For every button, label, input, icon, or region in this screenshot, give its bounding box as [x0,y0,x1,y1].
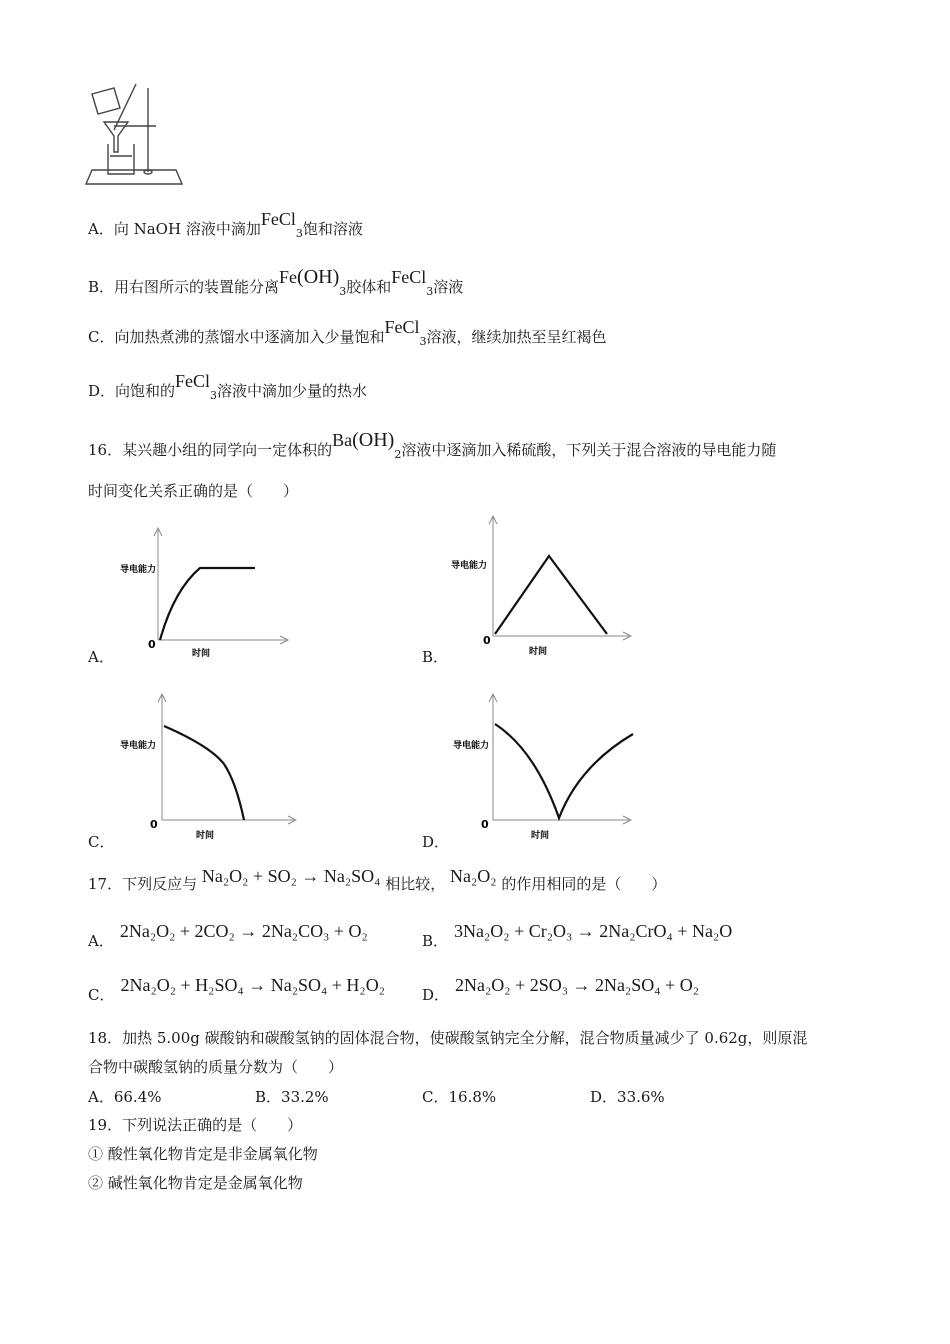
q16-graph-a-label: A． [88,648,114,666]
q17-option-a: A． 2Na₂O₂ + 2CO₂ → 2Na₂CO₃ + O₂ [88,921,368,950]
q16-graph-a [110,520,290,665]
q16-graph-b-label: B． [422,648,449,666]
q18-option-a: A．66.4% [88,1088,162,1106]
q17-option-c: C． 2Na₂O₂ + H₂SO₄ → Na₂SO₄ + H₂O₂ [88,975,385,1004]
q16-graph-d [445,690,640,845]
q16-graph-a-origin: 0 [148,638,156,651]
filtration-apparatus-figure [84,80,184,190]
q17-option-b: B． 3Na₂O₂ + Cr₂O₃ → 2Na₂CrO₄ + Na₂O [422,921,733,950]
q19-statement-2: ② 碱性氧化物肯定是金属氧化物 [88,1174,303,1192]
q15-option-a: A．向 NaOH 溶液中滴加FeCl$_3$饱和溶液 [88,209,363,240]
q19-stem: 19．下列说法正确的是（ ） [88,1116,303,1134]
q16-graph-a-curve [160,568,255,640]
q16-stem-line2: 时间变化关系正确的是（ ） [88,482,299,500]
q16-graph-d-curve [495,724,633,818]
q16-graph-b-origin: 0 [483,634,491,647]
q16-graph-b [445,512,635,662]
q16-graph-b-xlabel: 时间 [529,647,548,657]
q15-option-d: D．向饱和的FeCl$_3$溶液中滴加少量的热水 [88,371,368,402]
q16-graph-c-origin: 0 [150,818,158,831]
q16-graph-d-origin: 0 [481,818,489,831]
q15-option-c: C．向加热煮沸的蒸馏水中逐滴加入少量饱和FeCl$_3$溶液，继续加热至呈红褐色 [88,317,607,348]
q16-graph-c-xlabel: 时间 [196,831,215,841]
q16-graph-c-label: C． [88,833,115,851]
q16-graph-b-ylabel: 导电能力 [451,561,488,571]
q17-compound: Na₂O₂ [449,866,497,886]
q16-graph-a-ylabel: 导电能力 [120,565,157,575]
q18-option-c: C．16.8% [422,1088,497,1106]
q18-stem-line1: 18．加热 5.00g 碳酸钠和碳酸氢钠的固体混合物，使碳酸氢钠完全分解，混合物质量减少了 0.62g，则原混 [88,1029,808,1047]
q16-graph-d-xlabel: 时间 [531,831,550,841]
q16-graph-c-ylabel: 导电能力 [120,741,157,751]
q16-graph-a-xlabel: 时间 [192,649,211,659]
q17-stem: 17．下列反应与 Na₂O₂ + SO₂ → Na₂SO₄ 相比较， Na₂O₂ 的作用相同的是（ ） [88,866,667,893]
q16-graph-c [110,690,300,845]
q17-reference-reaction: Na₂O₂ + SO₂ → Na₂SO₄ [201,866,381,886]
q15-option-b: B．用右图所示的装置能分离$Fe(OH)_3$胶体和FeCl$_3$溶液 [88,266,464,298]
q17-option-d: D． 2Na₂O₂ + 2SO₃ → 2Na₂SO₄ + O₂ [422,975,699,1004]
q18-option-d: D．33.6% [590,1088,665,1106]
q18-option-b: B．33.2% [255,1088,329,1106]
q18-stem-line2: 合物中碳酸氢钠的质量分数为（ ） [88,1058,344,1076]
q16-graph-d-label: D． [422,833,450,851]
q16-graph-b-curve [495,556,607,634]
q16-stem-line1: 16．某兴趣小组的同学向一定体积的$Ba(OH)_2$溶液中逐滴加入稀硫酸，下列关于混合溶液的导电能力随 [88,429,777,461]
q19-statement-1: ① 酸性氧化物肯定是非金属氧化物 [88,1145,318,1163]
q16-graph-c-curve [164,726,244,820]
q16-graph-d-ylabel: 导电能力 [453,741,490,751]
